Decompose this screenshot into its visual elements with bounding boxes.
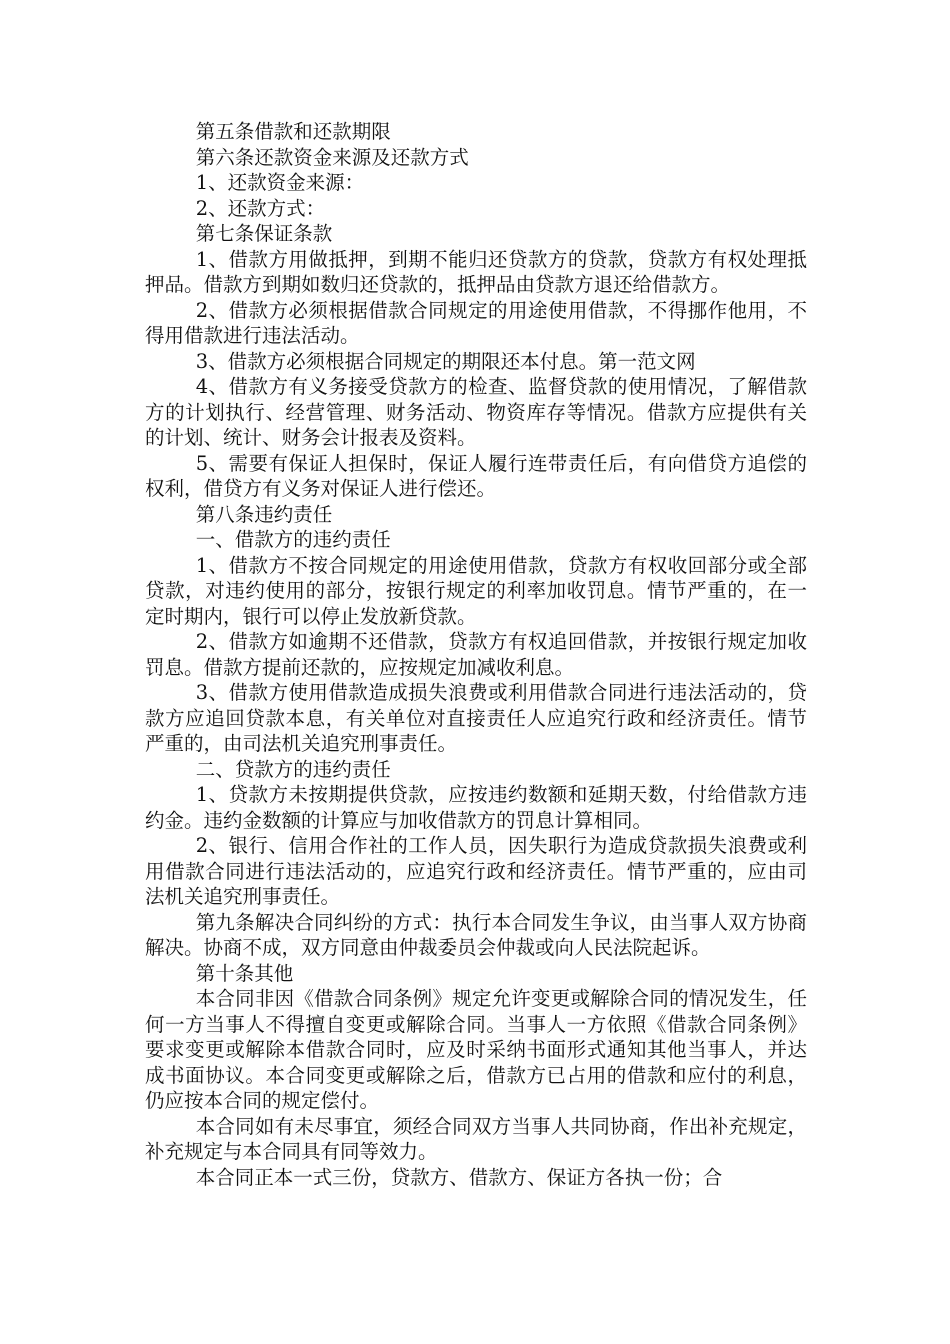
borrower-liability-heading: 一、借款方的违约责任 <box>195 528 391 551</box>
borrower-liability-clause-2: 2、借款方如逾期不还借款，贷款方有权追回借款，并按银行规定加收罚息。借款方提前还款的，应按规定加减收利息。 <box>145 630 807 679</box>
article-10-heading: 第十条其他 <box>195 961 294 985</box>
article-7-clause-4: 4、借款方有义务接受贷款方的检查、监督贷款的使用情况，了解借款方的计划执行、经营管理、财务活动、物资库存等情况。借款方应提供有关的计划、统计、财务会计报表及资料。 <box>145 375 807 449</box>
article-10-clause-modification: 本合同非因《借款合同条例》规定允许变更或解除合同的情况发生，任何一方当事人不得擅自变更或解除合同。当事人一方依照《借款合同条例》要求变更或解除本借款合同时，应及时采纳书面形式通知其他当事人，并达成书面协议。本合同变更或解除之后，借款方已占用的借款和应付的利息，仍应按本合同的规定偿付。 <box>145 987 807 1112</box>
lender-liability-clause-1: 1、贷款方未按期提供贷款，应按违约数额和延期天数，付给借款方违约金。违约金数额的计算应与加收借款方的罚息计算相同。 <box>145 783 807 832</box>
article-10-clause-supplement: 本合同如有未尽事宜，须经合同双方当事人共同协商，作出补充规定，补充规定与本合同具有同等效力。 <box>145 1114 807 1163</box>
article-7-heading: 第七条保证条款 <box>195 222 333 245</box>
article-7-clause-1: 1、借款方用做抵押，到期不能归还贷款方的贷款，贷款方有权处理抵押品。借款方到期如数归还贷款的，抵押品由贷款方退还给借款方。 <box>145 247 807 296</box>
article-7-clause-5: 5、需要有保证人担保时，保证人履行连带责任后，有向借贷方追偿的权利，借贷方有义务对保证人进行偿还。 <box>145 451 807 500</box>
article-8-heading: 第八条违约责任 <box>195 502 333 526</box>
borrower-liability-clause-3: 3、借款方使用借款造成损失浪费或利用借款合同进行违法活动的，贷款方应追回贷款本息，有关单位对直接责任人应追究行政和经济责任。情节严重的，由司法机关追究刑事责任。 <box>145 681 807 755</box>
borrower-liability-clause-1: 1、借款方不按合同规定的用途使用借款，贷款方有权收回部分或全部贷款，对违约使用的部分，按银行规定的利率加收罚息。情节严重的，在一定时期内，银行可以停止发放新贷款。 <box>145 553 807 628</box>
article-10-clause-copies: 本合同正本一式三份，贷款方、借款方、保证方各执一份；合 <box>195 1165 723 1189</box>
article-7-clause-3: 3、借款方必须根据合同规定的期限还本付息。第一范文网 <box>195 349 696 373</box>
article-9-dispute-resolution: 第九条解决合同纠纷的方式：执行本合同发生争议，由当事人双方协商解决。协商不成，双方同意由仲裁委员会仲裁或向人民法院起诉。 <box>145 910 807 959</box>
article-7-clause-2: 2、借款方必须根据借款合同规定的用途使用借款，不得挪作他用，不得用借款进行违法活动。 <box>145 298 807 347</box>
lender-liability-heading: 二、贷款方的违约责任 <box>195 757 391 781</box>
document-body <box>145 119 807 1190</box>
article-6-item-2: 2、还款方式： <box>195 196 326 220</box>
article-6-heading: 第六条还款资金来源及还款方式 <box>195 145 469 169</box>
lender-liability-clause-2: 2、银行、信用合作社的工作人员，因失职行为造成贷款损失浪费或利用借款合同进行违法活动的，应追究行政和经济责任。情节严重的，应由司法机关追究刑事责任。 <box>145 834 807 908</box>
article-5-heading: 第五条借款和还款期限 <box>195 120 391 143</box>
article-6-item-1: 1、还款资金来源： <box>195 171 365 194</box>
